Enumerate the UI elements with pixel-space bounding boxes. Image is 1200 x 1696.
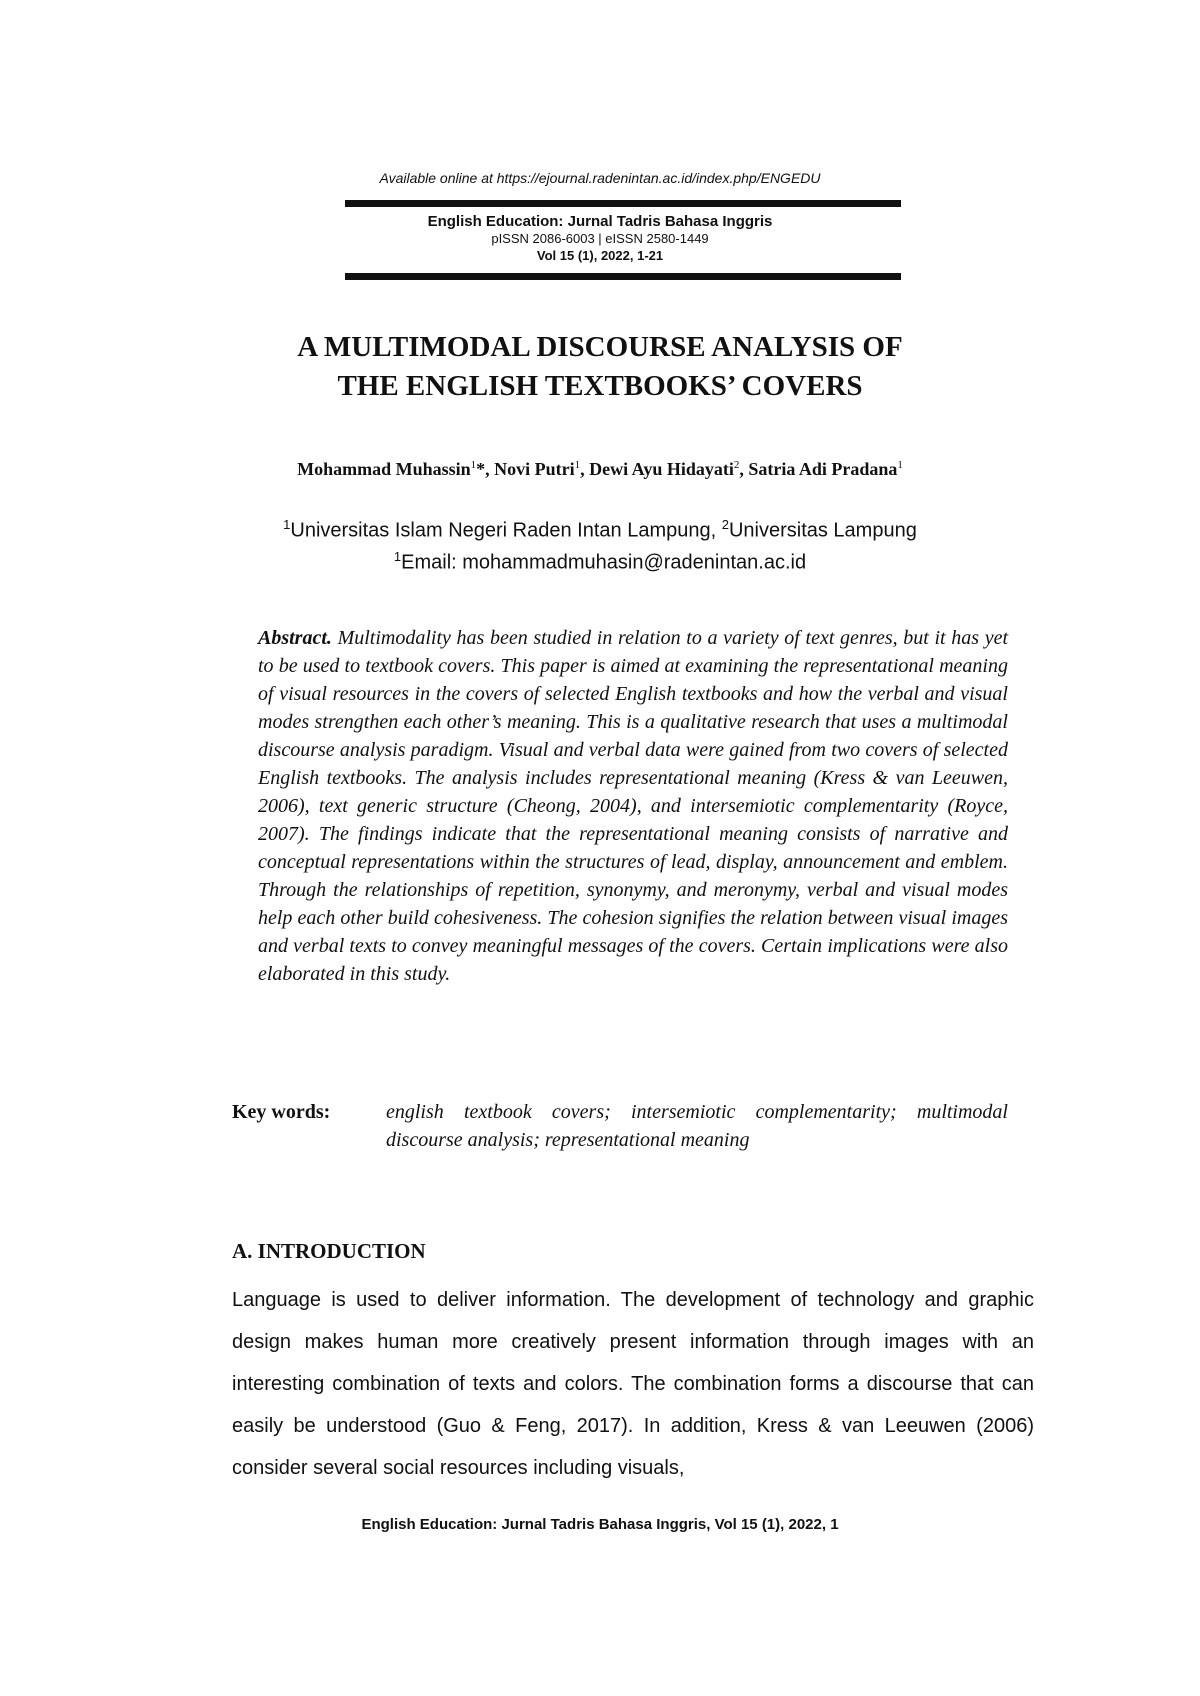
journal-header (0, 213, 1200, 264)
introduction-paragraph: Language is used to deliver information. The development of technology and graphic design makes human more creatively present information through images with an interesting combination of texts and colors. The combination forms a discourse that can easily be understood (Guo & Feng, 2017). In addition, Kress & van Leeuwen (2006) consider several social resources including visuals, (232, 1289, 1034, 1479)
title-line-1: A MULTIMODAL DISCOURSE ANALYSIS OF (297, 331, 903, 363)
author-separator: *, (476, 459, 495, 479)
affiliation-1: Universitas Islam Negeri Raden Intan Lampung, (290, 519, 722, 542)
author-separator: , (580, 459, 590, 479)
abstract (258, 624, 1008, 988)
page-footer: English Education: Jurnal Tadris Bahasa Inggris, Vol 15 (1), 2022, 1 (361, 1516, 839, 1533)
affiliations (0, 512, 1200, 575)
header-rule-bottom (345, 273, 901, 280)
journal-name: English Education: Jurnal Tadris Bahasa Inggris (427, 213, 773, 230)
affiliation-line (0, 512, 1200, 544)
email-mark: 1 (393, 548, 402, 564)
availability-note: Available online at https://ejournal.radenintan.ac.id/index.php/ENGEDU (379, 170, 821, 186)
header-rule-top (345, 200, 901, 207)
title-line-2: THE ENGLISH TEXTBOOKS’ COVERS (337, 370, 863, 402)
journal-issn: pISSN 2086-6003 | eISSN 2580-1449 (491, 231, 709, 246)
email-line (0, 544, 1200, 576)
corresponding-email: Email: mohammadmuhasin@radenintan.ac.id (401, 551, 807, 574)
author-name: Satria Adi Pradana (748, 459, 898, 479)
affiliation-mark: 2 (721, 517, 729, 532)
author-affiliation-mark: 1 (897, 459, 903, 471)
journal-volume: Vol 15 (1), 2022, 1-21 (536, 248, 664, 263)
author-list (0, 459, 1200, 480)
keywords-text: english textbook covers; intersemiotic complementarity; multimodal discourse analysis; representational meaning (386, 1101, 1008, 1151)
author-affiliation-mark: 2 (733, 459, 740, 471)
abstract-text: Multimodality has been studied in relation to a variety of text genres, but it has yet to be used to textbook covers. This paper is aimed at examining the representational meaning of visual resources in the covers of selected English textbooks and how the verbal and visual modes strengthen each other’s meaning. This is a qualitative research that uses a multimodal discourse analysis paradigm. Visual and verbal data were gained from two covers of selected English textbooks. The analysis includes representational meaning (Kress & van Leeuwen, 2006), text generic structure (Cheong, 2004), and intersemiotic complementarity (Royce, 2007). The findings indicate that the representational meaning consists of narrative and conceptual representations within the structures of lead, display, announcement and emblem. Through the relationships of repetition, synonymy, and meronymy, verbal and visual modes help each other build cohesiveness. The cohesion signifies the relation between visual images and verbal texts to convey meaningful messages of the covers. Certain implications were also elaborated in this study. (258, 627, 1009, 985)
affiliation-mark: 1 (283, 517, 291, 532)
author-name: Dewi Ayu Hidayati (589, 459, 734, 479)
author-name: Novi Putri (494, 459, 575, 479)
affiliation-2: Universitas Lampung (728, 519, 917, 542)
paper-title (0, 328, 1200, 406)
author-name: Mohammad Muhassin (297, 459, 471, 479)
section-heading: A. INTRODUCTION (232, 1239, 426, 1263)
abstract-label: Abstract. (258, 627, 332, 649)
keywords-label: Key words: (232, 1101, 331, 1123)
author-separator: , (739, 459, 749, 479)
author-affiliation-mark: 1 (574, 459, 581, 471)
author-affiliation-mark: 1 (470, 459, 477, 471)
